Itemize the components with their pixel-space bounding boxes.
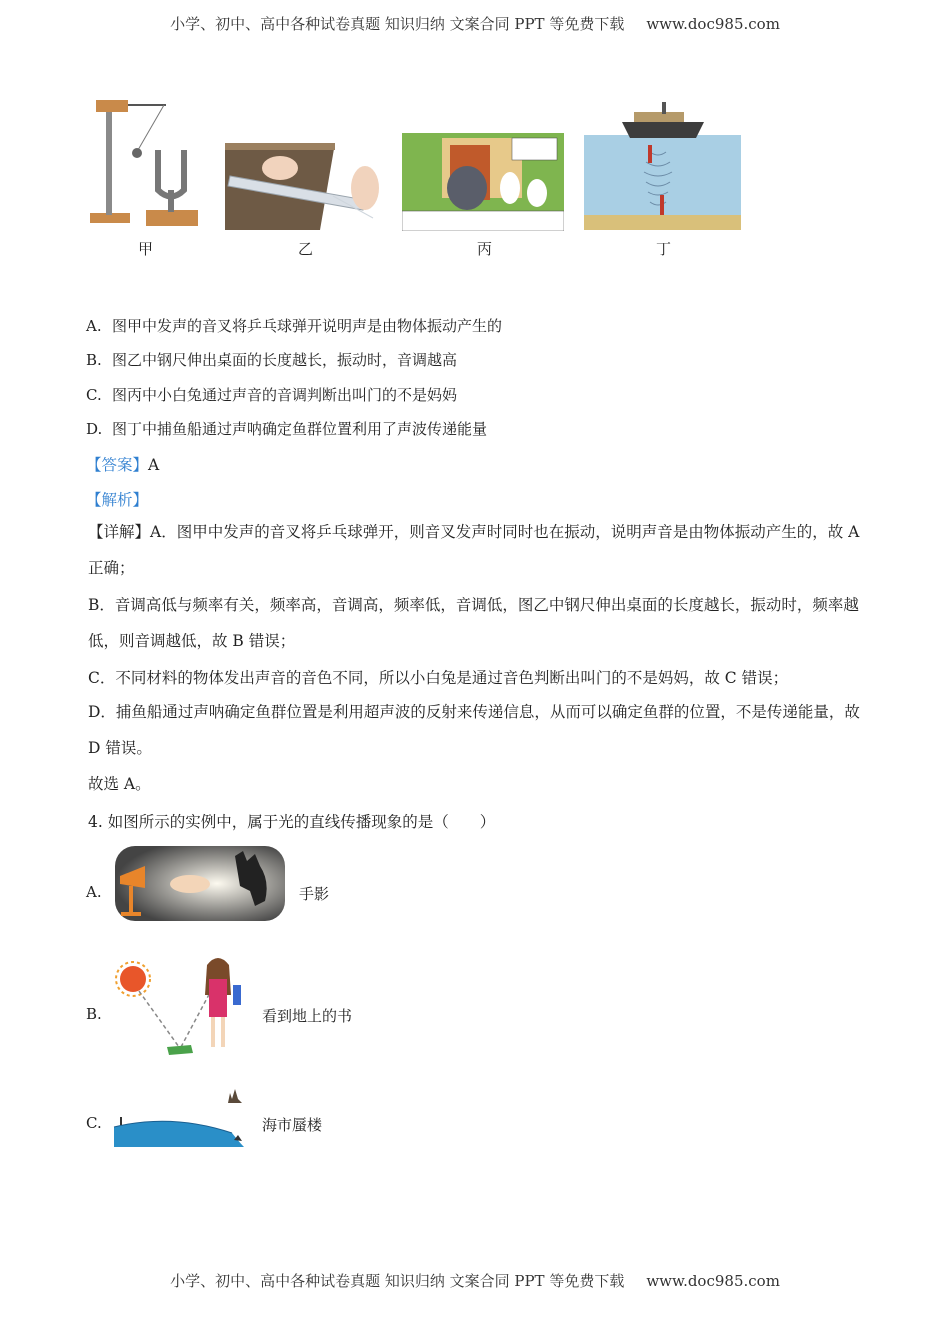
detail-para-3: C．不同材料的物体发出声音的音色不同，所以小白兔是通过音色判断出叫门的不是妈妈，故 C 错误； bbox=[88, 669, 789, 687]
answer-value: A bbox=[148, 456, 160, 474]
wolf-rabbits-figure bbox=[402, 133, 564, 231]
q4-option-a-letter: A. bbox=[86, 883, 102, 901]
footer-text: 小学、初中、高中各种试卷真题 知识归纳 文案合同 PPT 等免费下载 bbox=[170, 1272, 625, 1290]
caption-ding: 丁 bbox=[656, 240, 672, 258]
answer-line bbox=[86, 453, 159, 475]
caption-bing: 丙 bbox=[477, 240, 493, 258]
q4-option-a-label: 手影 bbox=[299, 885, 330, 903]
caption-yi: 乙 bbox=[298, 240, 314, 258]
mirage-image bbox=[112, 1085, 252, 1150]
page-footer bbox=[0, 1270, 950, 1291]
q4-option-b-letter: B. bbox=[86, 1005, 102, 1023]
header-site: www.doc985.com bbox=[646, 15, 780, 33]
sun-book-girl-image bbox=[115, 955, 250, 1065]
hand-shadow-image bbox=[115, 846, 285, 921]
caption-jia: 甲 bbox=[138, 240, 154, 258]
detail-para-2: B．音调高低与频率有关，频率高，音调高，频率低，音调低，图乙中钢尺伸出桌面的长度越长，振动时，频率越低，则音调越低，故 B 错误； bbox=[88, 596, 859, 650]
ruler-table-figure bbox=[225, 138, 385, 230]
option-c: C. 图丙中小白兔通过声音的音调判断出叫门的不是妈妈 bbox=[86, 386, 458, 404]
question4-stem: 4. 如图所示的实例中，属于光的直线传播现象的是（ ） bbox=[88, 813, 496, 831]
option-b: B. 图乙中钢尺伸出桌面的长度越长，振动时，音调越高 bbox=[86, 351, 458, 369]
page-header bbox=[0, 13, 950, 34]
tuning-fork-figure bbox=[88, 95, 203, 235]
analysis-line bbox=[86, 488, 148, 510]
analysis-tag: 【解析】 bbox=[86, 491, 149, 509]
answer-tag: 【答案】 bbox=[86, 456, 149, 474]
footer-site: www.doc985.com bbox=[646, 1272, 780, 1290]
option-a: A. 图甲中发声的音叉将乒乓球弹开说明声是由物体振动产生的 bbox=[86, 317, 503, 335]
q4-option-c-letter: C. bbox=[86, 1114, 102, 1132]
detail-para-4: D．捕鱼船通过声呐确定鱼群位置是利用超声波的反射来传递信息，从而可以确定鱼群的位置，不是传递能量，故 D 错误。 bbox=[88, 703, 860, 757]
q4-option-c-label: 海市蜃楼 bbox=[262, 1116, 323, 1134]
option-d: D. 图丁中捕鱼船通过声呐确定鱼群位置利用了声波传递能量 bbox=[86, 420, 488, 438]
detail-para-1: 【详解】A．图甲中发声的音叉将乒乓球弹开，则音叉发声时同时也在振动，说明声音是由物体振动产生的，故 A 正确； bbox=[88, 523, 860, 577]
q4-option-b-label: 看到地上的书 bbox=[262, 1007, 353, 1025]
header-text: 小学、初中、高中各种试卷真题 知识归纳 文案合同 PPT 等免费下载 bbox=[170, 15, 625, 33]
detail-para-5: 故选 A。 bbox=[88, 775, 151, 793]
ship-sonar-figure bbox=[584, 100, 741, 230]
